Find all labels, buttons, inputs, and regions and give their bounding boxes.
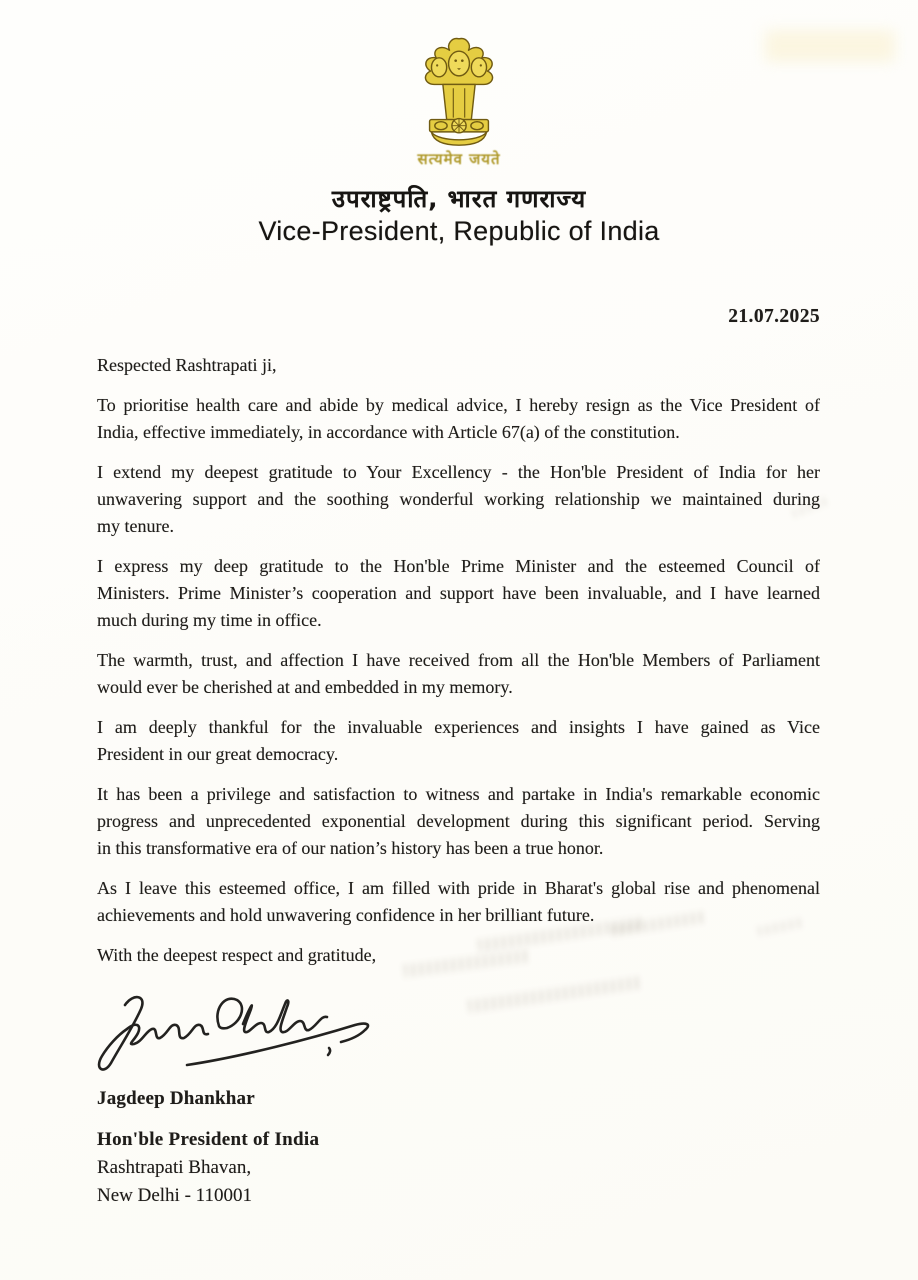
paragraph-line: I express my deep gratitude to the Hon'ble Prime Minister and the esteemed Council of <box>97 556 820 576</box>
paragraph-line: I extend my deepest gratitude to Your Excellency - the Hon'ble President of India for her <box>97 462 820 482</box>
paragraph-gratitude-president <box>97 459 820 540</box>
paragraph-line: President in our great democracy. <box>97 744 339 764</box>
paragraph-line: I am deeply thankful for the invaluable experiences and insights I have gained as Vice <box>97 717 820 737</box>
letterhead-title-english: Vice-President, Republic of India <box>258 216 660 246</box>
letterhead-title-hindi: उपराष्ट्रपति, भारत गणराज्य <box>331 185 587 213</box>
paragraph-farewell <box>97 875 820 929</box>
state-emblem-of-india-icon <box>411 36 507 148</box>
closing-line: With the deepest respect and gratitude, <box>97 945 377 965</box>
addressee-city: New Delhi - 110001 <box>97 1185 252 1206</box>
paragraph-line: The warmth, trust, and affection I have received from all the Hon'ble Members of Parliament <box>97 650 820 670</box>
paragraph-members-of-parliament <box>97 647 820 701</box>
paragraph-line: As I leave this esteemed office, I am filled with pride in Bharat's global rise and phenomenal <box>97 878 820 898</box>
paragraph-gratitude-pm <box>97 553 820 634</box>
paragraph-line: India, effective immediately, in accordance with Article 67(a) of the constitution. <box>97 422 680 442</box>
paragraph-line: much during my time in office. <box>97 610 322 630</box>
paragraph-line: would ever be cherished at and embedded in my memory. <box>97 677 513 697</box>
paragraph-experiences <box>97 714 820 768</box>
letterhead <box>0 36 918 247</box>
addressee-block <box>97 1126 319 1210</box>
paragraph-resignation <box>97 392 820 446</box>
addressee-title: Hon'ble President of India <box>97 1129 320 1150</box>
paragraph-line: It has been a privilege and satisfaction to witness and partake in India's remarkable economic <box>97 784 820 804</box>
paragraph-line: To prioritise health care and abide by medical advice, I hereby resign as the Vice President of <box>97 395 820 415</box>
paragraph-line: my tenure. <box>97 516 174 536</box>
paragraph-line: achievements and hold unwavering confidence in her brilliant future. <box>97 905 595 925</box>
salutation: Respected Rashtrapati ji, <box>97 355 277 375</box>
letter-date: 21.07.2025 <box>728 306 820 327</box>
letter-body <box>97 352 820 1112</box>
paragraph-line: Ministers. Prime Minister’s cooperation and support have been invaluable, and I have learned <box>97 583 820 603</box>
addressee-building: Rashtrapati Bhavan, <box>97 1157 252 1178</box>
handwritten-signature <box>91 989 401 1081</box>
paragraph-line: unwavering support and the soothing wonderful working relationship we maintained during <box>97 489 820 509</box>
paragraph-line: progress and unprecedented exponential development during this significant period. Serving <box>97 811 820 831</box>
signer-name: Jagdeep Dhankhar <box>97 1088 255 1109</box>
paragraph-line: in this transformative era of our nation’s history has been a true honor. <box>97 838 604 858</box>
emblem-motto: सत्यमेव जयते <box>417 150 501 168</box>
signature-block <box>97 987 820 1085</box>
paragraph-privilege <box>97 781 820 862</box>
